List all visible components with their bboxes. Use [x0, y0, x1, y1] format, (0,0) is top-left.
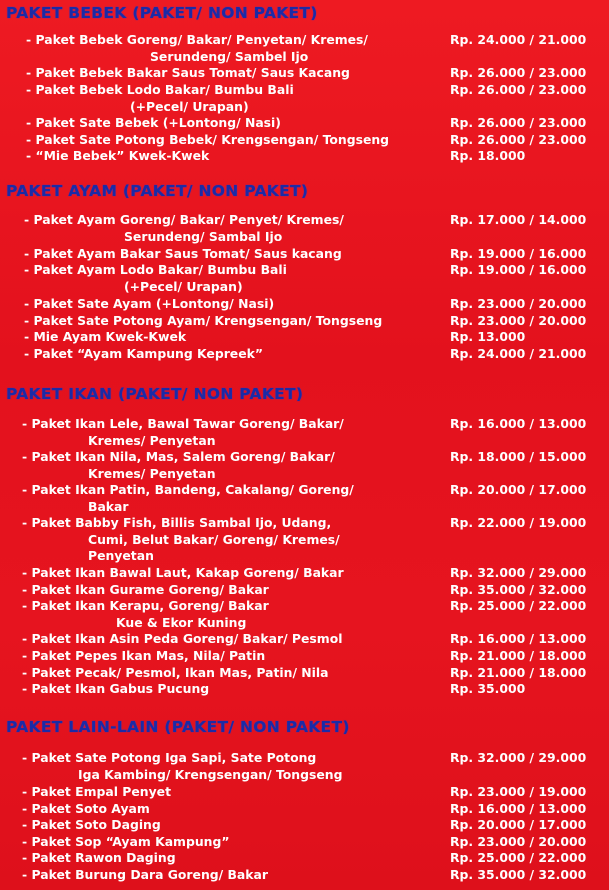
- menu-item-price: Rp. 19.000 / 16.000: [450, 262, 587, 277]
- menu-item-name: [22, 784, 171, 801]
- menu-item-price: Rp. 21.000 / 18.000: [450, 648, 587, 663]
- menu-item-name: [26, 148, 209, 165]
- menu-item-line: - Paket Sate Potong Ayam/ Krengsengan/ Tongseng: [24, 313, 383, 328]
- menu-item-line: Iga Kambing/ Krengsengan/ Tongseng: [78, 766, 343, 782]
- menu-item-name: [26, 65, 350, 82]
- menu-item-price: Rp. 21.000 / 18.000: [450, 665, 587, 680]
- menu-item-price: Rp. 35.000: [450, 681, 526, 696]
- menu-item-line: Serundeng/ Sambel Ijo: [150, 48, 309, 64]
- menu-item-price: Rp. 22.000 / 19.000: [450, 515, 587, 530]
- menu-item-price: Rp. 23.000 / 19.000: [450, 784, 587, 799]
- menu-item-name: [26, 115, 281, 132]
- menu-item-line: - Paket Pepes Ikan Mas, Nila/ Patin: [22, 648, 266, 663]
- menu-item-line: - Paket Sate Bebek (+Lontong/ Nasi): [26, 115, 281, 130]
- menu-item-line: - Paket Ayam Goreng/ Bakar/ Penyet/ Kremes/: [24, 212, 344, 227]
- menu-item-line: Cumi, Belut Bakar/ Goreng/ Kremes/: [88, 531, 340, 547]
- menu-item-line: - Paket Ayam Bakar Saus Tomat/ Saus kacang: [24, 246, 342, 261]
- menu-item-price: Rp. 32.000 / 29.000: [450, 750, 587, 765]
- menu-item-line: Kue & Ekor Kuning: [116, 614, 247, 630]
- menu-item-line: - Paket Sate Potong Bebek/ Krengsengan/ Tongseng: [26, 132, 390, 147]
- menu-item-line: - Paket Ayam Lodo Bakar/ Bumbu Bali: [24, 262, 287, 277]
- menu-item-price: Rp. 26.000 / 23.000: [450, 82, 587, 97]
- menu-item-line: - Paket Ikan Nila, Mas, Salem Goreng/ Bakar/: [22, 449, 335, 464]
- menu-item-name: [24, 346, 263, 363]
- section-heading: PAKET IKAN (PAKET/ NON PAKET): [6, 385, 304, 403]
- menu-item-line: Kremes/ Penyetan: [88, 465, 216, 481]
- menu-item-name: [22, 834, 230, 851]
- section-heading: PAKET BEBEK (PAKET/ NON PAKET): [6, 4, 318, 22]
- menu-item-price: Rp. 26.000 / 23.000: [450, 132, 587, 147]
- menu-item-name: [22, 582, 269, 599]
- menu-item-name: [22, 565, 344, 582]
- menu-item-line: - Paket Burung Dara Goreng/ Bakar: [22, 867, 268, 882]
- menu-item-line: - Paket Ikan Lele, Bawal Tawar Goreng/ Bakar/: [22, 416, 344, 431]
- menu-item-name: [26, 32, 368, 65]
- menu-item-name: [22, 598, 269, 631]
- menu-item-line: - Paket Ikan Kerapu, Goreng/ Bakar: [22, 598, 269, 613]
- menu-item-name: [22, 817, 161, 834]
- menu-item-price: Rp. 18.000 / 15.000: [450, 449, 587, 464]
- menu-item-line: - Paket Pecak/ Pesmol, Ikan Mas, Patin/ Nila: [22, 665, 329, 680]
- menu-item-line: - Paket Soto Ayam: [22, 801, 150, 816]
- menu-item-line: - Paket Sate Ayam (+Lontong/ Nasi): [24, 296, 275, 311]
- menu-item-line: - Paket Empal Penyet: [22, 784, 171, 799]
- menu-item-name: [22, 681, 209, 698]
- menu-item-line: - Paket Ikan Gurame Goreng/ Bakar: [22, 582, 269, 597]
- menu-item-line: - Paket Bebek Goreng/ Bakar/ Penyetan/ Kremes/: [26, 32, 368, 47]
- menu-item-name: [22, 416, 344, 449]
- menu-item-line: - Paket Ikan Asin Peda Goreng/ Bakar/ Pesmol: [22, 631, 343, 646]
- menu-item-line: - Paket Sate Potong Iga Sapi, Sate Potong: [22, 750, 317, 765]
- menu-item-price: Rp. 16.000 / 13.000: [450, 631, 587, 646]
- menu-item-price: Rp. 16.000 / 13.000: [450, 416, 587, 431]
- menu-item-name: [22, 482, 354, 515]
- menu-item-price: Rp. 26.000 / 23.000: [450, 115, 587, 130]
- menu-item-price: Rp. 25.000 / 22.000: [450, 850, 587, 865]
- menu-item-name: [22, 631, 342, 648]
- menu-item-price: Rp. 23.000 / 20.000: [450, 296, 587, 311]
- menu-item-name: [22, 648, 265, 665]
- menu-item-price: Rp. 23.000 / 20.000: [450, 834, 587, 849]
- menu-item-name: [22, 850, 176, 867]
- menu-item-line: - Paket Rawon Daging: [22, 850, 176, 865]
- menu-item-price: Rp. 16.000 / 13.000: [450, 801, 587, 816]
- menu-item-name: [22, 801, 150, 818]
- menu-item-name: [22, 867, 268, 884]
- menu-item-price: Rp. 35.000 / 32.000: [450, 582, 587, 597]
- menu-item-line: - Paket Ikan Patin, Bandeng, Cakalang/ Goreng/: [22, 482, 354, 497]
- menu-item-line: - Paket “Ayam Kampung Kepreek”: [24, 346, 263, 361]
- menu-item-price: Rp. 35.000 / 32.000: [450, 867, 587, 882]
- menu-item-price: Rp. 26.000 / 23.000: [450, 65, 587, 80]
- menu-item-price: Rp. 24.000 / 21.000: [450, 346, 587, 361]
- menu-item-name: [22, 515, 340, 565]
- menu-item-name: [24, 296, 274, 313]
- menu-item-name: [24, 329, 186, 346]
- menu-item-price: Rp. 18.000: [450, 148, 526, 163]
- menu-item-name: [24, 262, 287, 295]
- menu-item-price: Rp. 17.000 / 14.000: [450, 212, 587, 227]
- menu-item-line: - Paket Sop “Ayam Kampung”: [22, 834, 230, 849]
- menu-item-price: Rp. 24.000 / 21.000: [450, 32, 587, 47]
- menu-item-name: [22, 665, 329, 682]
- menu-item-name: [24, 246, 342, 263]
- menu-item-price: Rp. 20.000 / 17.000: [450, 482, 587, 497]
- menu-item-price: Rp. 13.000: [450, 329, 526, 344]
- menu-item-line: (+Pecel/ Urapan): [130, 98, 249, 114]
- menu-item-price: Rp. 32.000 / 29.000: [450, 565, 587, 580]
- section-heading: PAKET LAIN-LAIN (PAKET/ NON PAKET): [6, 718, 350, 736]
- menu-item-line: - Paket Ikan Bawal Laut, Kakap Goreng/ Bakar: [22, 565, 344, 580]
- menu-item-name: [24, 313, 382, 330]
- menu-item-line: - Paket Babby Fish, Billis Sambal Ijo, Udang,: [22, 515, 332, 530]
- menu-item-line: Serundeng/ Sambal Ijo: [124, 228, 283, 244]
- menu-item-price: Rp. 25.000 / 22.000: [450, 598, 587, 613]
- menu-item-line: Bakar: [88, 498, 129, 514]
- menu-item-line: - Paket Bebek Bakar Saus Tomat/ Saus Kacang: [26, 65, 350, 80]
- section-heading: PAKET AYAM (PAKET/ NON PAKET): [6, 182, 309, 200]
- menu-item-name: [26, 132, 389, 149]
- menu-item-price: Rp. 23.000 / 20.000: [450, 313, 587, 328]
- menu-item-line: - Paket Ikan Gabus Pucung: [22, 681, 210, 696]
- menu-item-line: - “Mie Bebek” Kwek-Kwek: [26, 148, 210, 163]
- menu-item-price: Rp. 20.000 / 17.000: [450, 817, 587, 832]
- menu-item-line: - Mie Ayam Kwek-Kwek: [24, 329, 187, 344]
- menu-item-line: Penyetan: [88, 548, 154, 563]
- menu-item-line: Kremes/ Penyetan: [88, 432, 216, 448]
- menu-item-price: Rp. 19.000 / 16.000: [450, 246, 587, 261]
- menu-item-name: [22, 750, 342, 783]
- menu-item-name: [22, 449, 335, 482]
- menu-item-line: (+Pecel/ Urapan): [124, 278, 243, 294]
- menu-item-line: - Paket Soto Daging: [22, 817, 161, 832]
- menu-item-name: [26, 82, 294, 115]
- menu-item-line: - Paket Bebek Lodo Bakar/ Bumbu Bali: [26, 82, 294, 97]
- menu-item-name: [24, 212, 344, 245]
